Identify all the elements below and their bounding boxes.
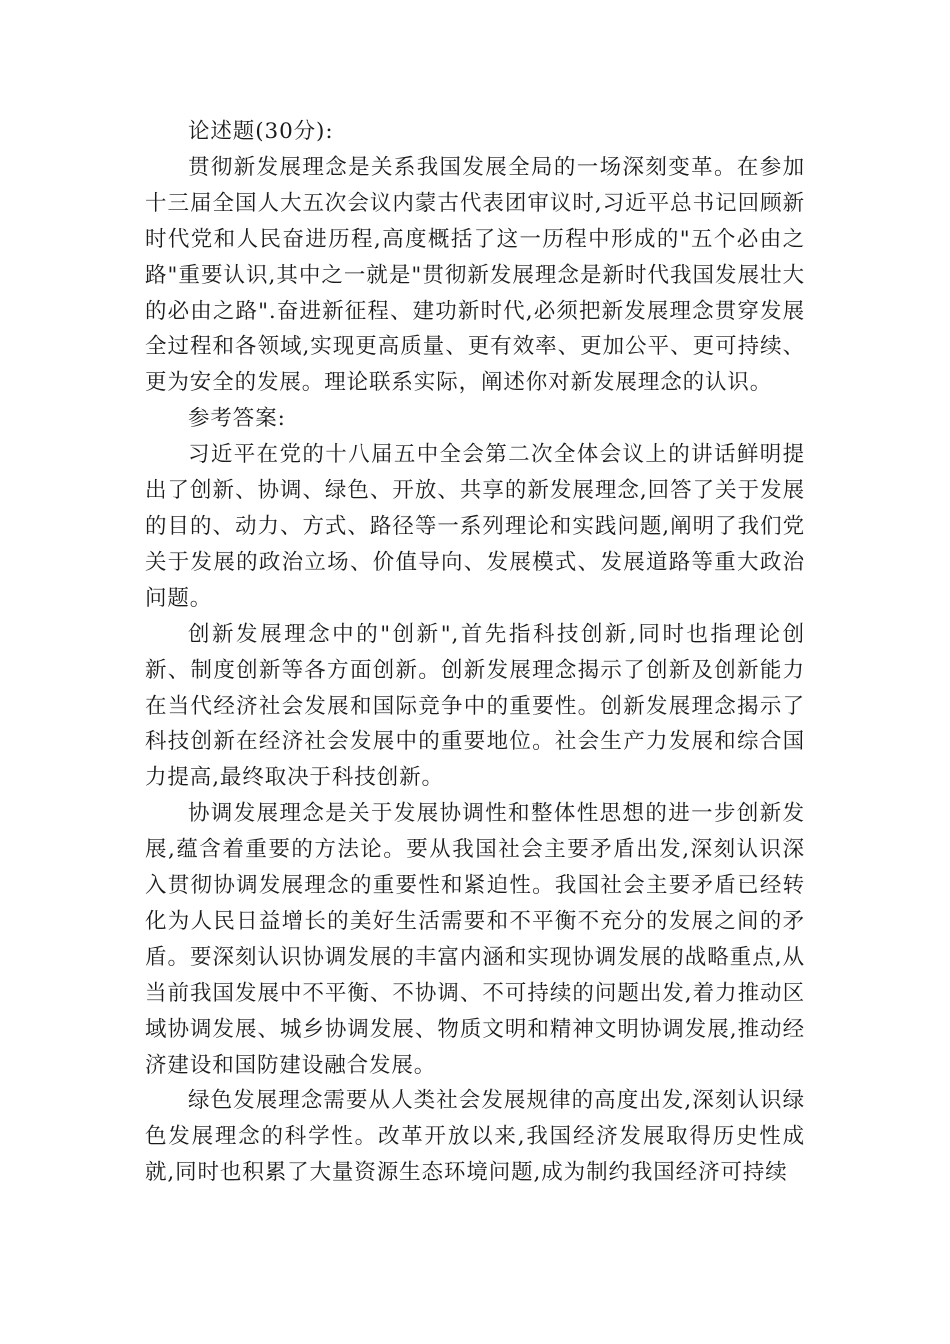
answer-paragraph-intro: 习近平在党的十八届五中全会第二次全体会议上的讲话鲜明提出了创新、协调、绿色、开放、共享的新发展理念,回答了关于发展的目的、动力、方式、路径等一系列理论和实践问题,阐明了我们党关于发展的政治立场、价值导向、发展模式、发展道路等重大政治问题。 [145, 442, 805, 611]
question-heading: 论述题(30分): [188, 119, 334, 144]
answer-heading: 参考答案: [188, 406, 286, 432]
answer-paragraph-coordination: 协调发展理念是关于发展协调性和整体性思想的进一步创新发展,蕴含着重要的方法论。要从我国社会主要矛盾出发,深刻认识深入贯彻协调发展理念的重要性和紧迫性。我国社会主要矛盾已经转化为人民日益增长的美好生活需要和不平衡不充分的发展之间的矛盾。要深刻认识协调发展的丰富内涵和实现协调发展的战略重点,从当前我国发展中不平衡、不协调、不可持续的问题出发,着力推动区域协调发展、城乡协调发展、物质文明和精神文明协调发展,推动经济建设和国防建设融合发展。 [145, 801, 805, 1078]
question-text: 贯彻新发展理念是关系我国发展全局的一场深刻变革。在参加十三届全国人大五次会议内蒙古代表团审议时,习近平总书记回顾新时代党和人民奋进历程,高度概括了这一历程中形成的"五个必由之路"重要认识,其中之一就是"贯彻新发展理念是新时代我国发展壮大的必由之路".奋进新征程、建功新时代,必须把新发展理念贯穿发展全过程和各领域,实现更高质量、更有效率、更加公平、更可持续、更为安全的发展。理论联系实际，阐述你对新发展理念的认识。 [145, 154, 805, 396]
answer-paragraph-green: 绿色发展理念需要从人类社会发展规律的高度出发,深刻认识绿色发展理念的科学性。改革开放以来,我国经济发展取得历史性成就,同时也积累了大量资源生态环境问题,成为制约我国经济可持续 [145, 1088, 805, 1186]
document-page [145, 114, 805, 1191]
answer-paragraph-innovation: 创新发展理念中的"创新",首先指科技创新,同时也指理论创新、制度创新等各方面创新。创新发展理念揭示了创新及创新能力在当代经济社会发展和国际竞争中的重要性。创新发展理念揭示了科技创新在经济社会发展中的重要地位。社会生产力发展和综合国力提高,最终取决于科技创新。 [145, 621, 805, 791]
